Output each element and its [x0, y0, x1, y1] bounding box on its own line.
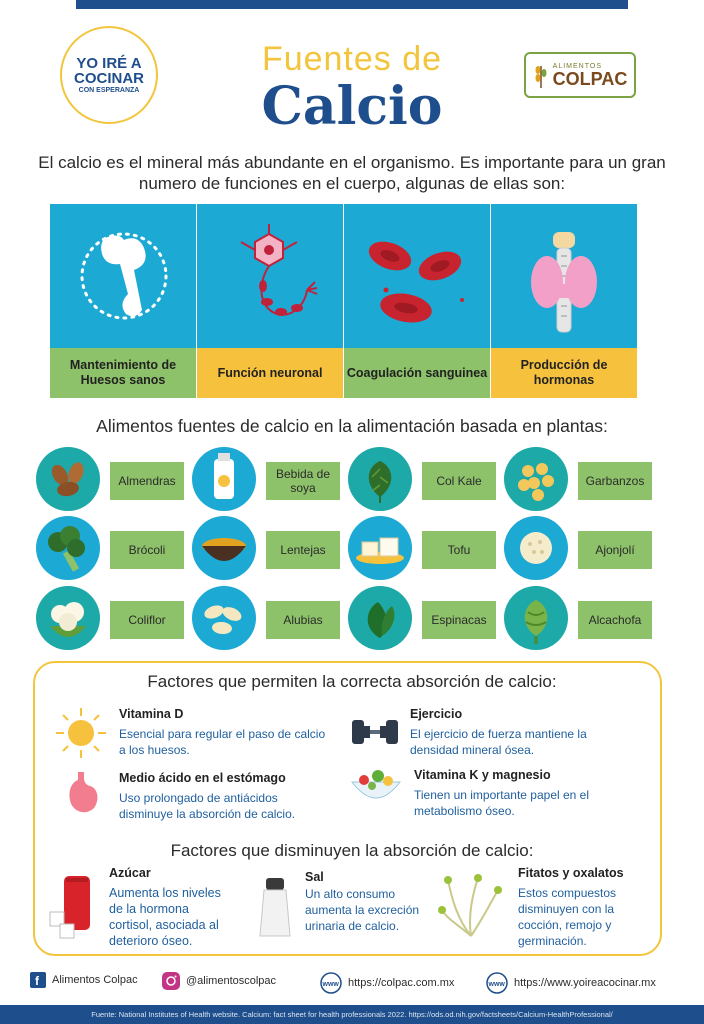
bone-icon: [50, 204, 196, 348]
lentils-icon: [192, 516, 256, 580]
footer-facebook[interactable]: [30, 972, 138, 988]
function-coagulation-label: Coagulación sanguinea: [344, 348, 490, 398]
food-name: Alubias: [266, 601, 340, 639]
page-title: Calcio: [261, 76, 443, 137]
factor-title: Fitatos y oxalatos: [518, 866, 624, 880]
factor-title: Vitamina K y magnesio: [414, 768, 551, 782]
factor-phytates: [518, 866, 638, 949]
svg-text:www: www: [488, 981, 505, 988]
salt-shaker-icon: [252, 874, 298, 944]
function-hormones-label: Producción de hormonas: [491, 348, 637, 398]
logo-left-line1: YO IRÉ A: [76, 54, 142, 72]
stomach-icon: [62, 770, 102, 818]
factor-exercise: [410, 707, 632, 758]
broccoli-icon: [36, 516, 100, 580]
food-name: Col Kale: [422, 462, 496, 500]
factor-desc: Tienen un importante papel en el metabolismo óseo.: [414, 788, 590, 818]
function-bones-label: Mantenimiento de Huesos sanos: [50, 348, 196, 398]
almonds-icon: [36, 447, 100, 511]
factor-acid: [119, 771, 334, 822]
food-name: Brócoli: [110, 531, 184, 569]
food-item: [192, 586, 344, 652]
food-item: [36, 516, 188, 582]
web-colpac-label: https://colpac.com.mx: [348, 977, 455, 989]
factor-sugar: [109, 866, 234, 949]
factor-desc: Uso prolongado de antiácidos disminuye la absorción de calcio.: [119, 791, 296, 821]
food-item: [36, 586, 188, 652]
logo-right-line2: COLPAC: [552, 68, 628, 89]
soy-milk-icon: [192, 447, 256, 511]
food-item: [348, 447, 500, 513]
sesame-icon: [504, 516, 568, 580]
food-item: [348, 516, 500, 582]
blood-cells-icon: [344, 204, 490, 348]
sprouts-icon: [438, 870, 504, 940]
factor-desc: El ejercicio de fuerza mantiene la densidad mineral ósea.: [410, 727, 587, 757]
colpac-logo[interactable]: [524, 52, 636, 98]
food-item: [504, 447, 656, 513]
food-name: Almendras: [110, 462, 184, 500]
kale-icon: [348, 447, 412, 511]
neuron-icon: [197, 204, 343, 348]
factor-desc: Aumenta los niveles de la hormona cortisol, asociada al deterioro óseo.: [109, 886, 221, 948]
factor-desc: Estos compuestos disminuyen con la cocción, remojo y germinación.: [518, 886, 617, 948]
spinach-icon: [348, 586, 412, 650]
logo-right-line1: ALIMENTOS: [552, 62, 602, 70]
svg-text:f: f: [35, 974, 39, 988]
soda-can-icon: [46, 872, 102, 942]
instagram-icon: [162, 972, 180, 990]
food-item: [504, 586, 656, 652]
artichoke-icon: [504, 586, 568, 650]
function-hormones: [490, 204, 637, 398]
instagram-label: @alimentoscolpac: [186, 975, 277, 987]
food-name: Ajonjolí: [578, 531, 652, 569]
food-item: [504, 516, 656, 582]
foods-title: Alimentos fuentes de calcio en la alimentación basada en plantas:: [96, 416, 608, 436]
food-item: [192, 516, 344, 582]
salad-icon: [348, 766, 404, 810]
footer-instagram[interactable]: [162, 972, 276, 990]
source-footer: Fuente: National Institutes of Health website. Calcium: fact sheet for health professionals 2022. https://ods.od.nih.gov/factsheets/Calcium-HealthProfessional/: [0, 1005, 704, 1024]
dumbbell-icon: [350, 712, 400, 752]
food-name: Coliflor: [110, 601, 184, 639]
calcium-functions: [50, 204, 637, 398]
factor-title: Vitamina D: [119, 707, 184, 721]
factor-desc: Un alto consumo aumenta la excreción urinaria de calcio.: [305, 887, 420, 933]
function-coagulation: [343, 204, 490, 398]
food-name: Lentejas: [266, 531, 340, 569]
food-item: [36, 447, 188, 513]
factor-vitamin-k: [414, 768, 636, 819]
negative-factors-heading: Factores que disminuyen la absorción de calcio:: [170, 841, 534, 860]
factor-vitamin-d: [119, 707, 329, 758]
function-bones: [50, 204, 196, 398]
food-name: Espinacas: [422, 601, 496, 639]
food-item: [192, 447, 344, 513]
function-neuronal: [196, 204, 343, 398]
web-yoire-label: https://www.yoireacocinar.mx: [514, 977, 656, 989]
logo-left-line3: CON ESPERANZA: [78, 87, 140, 95]
footer-web-yoire[interactable]: [486, 972, 656, 994]
food-item: [348, 586, 500, 652]
title-line1: Fuentes de: [261, 40, 443, 78]
cauliflower-icon: [36, 586, 100, 650]
facebook-label: Alimentos Colpac: [52, 974, 138, 986]
factor-desc: Esencial para regular el paso de calcio a los huesos.: [119, 727, 326, 757]
tofu-icon: [348, 516, 412, 580]
beans-icon: [192, 586, 256, 650]
intro-text: El calcio es el mineral más abundante en el organismo. Es importante para un gran numero de funciones en el cuerpo, algunas de ellas son:: [38, 153, 666, 193]
sun-icon: [54, 706, 108, 760]
food-name: Alcachofa: [578, 601, 652, 639]
top-bar: [76, 0, 628, 9]
thyroid-icon: [491, 204, 637, 348]
factor-salt: [305, 870, 435, 934]
function-neuronal-label: Función neuronal: [197, 348, 343, 398]
factor-title: Ejercicio: [410, 707, 463, 721]
chickpeas-icon: [504, 447, 568, 511]
factor-title: Medio ácido en el estómago: [119, 771, 286, 785]
footer-web-colpac[interactable]: [320, 972, 454, 994]
svg-text:www: www: [322, 981, 339, 988]
food-name: Bebida de soya: [266, 462, 340, 500]
factor-title: Sal: [305, 870, 324, 884]
factor-title: Azúcar: [109, 866, 151, 880]
facebook-icon: [30, 972, 46, 988]
globe-icon: [486, 972, 508, 994]
food-name: Tofu: [422, 531, 496, 569]
food-name: Garbanzos: [578, 462, 652, 500]
globe-icon: [320, 972, 342, 994]
positive-factors-heading: Factores que permiten la correcta absorción de calcio:: [147, 672, 557, 691]
wheat-icon: [533, 62, 549, 88]
logo-left-line2: COCINAR: [74, 70, 144, 88]
